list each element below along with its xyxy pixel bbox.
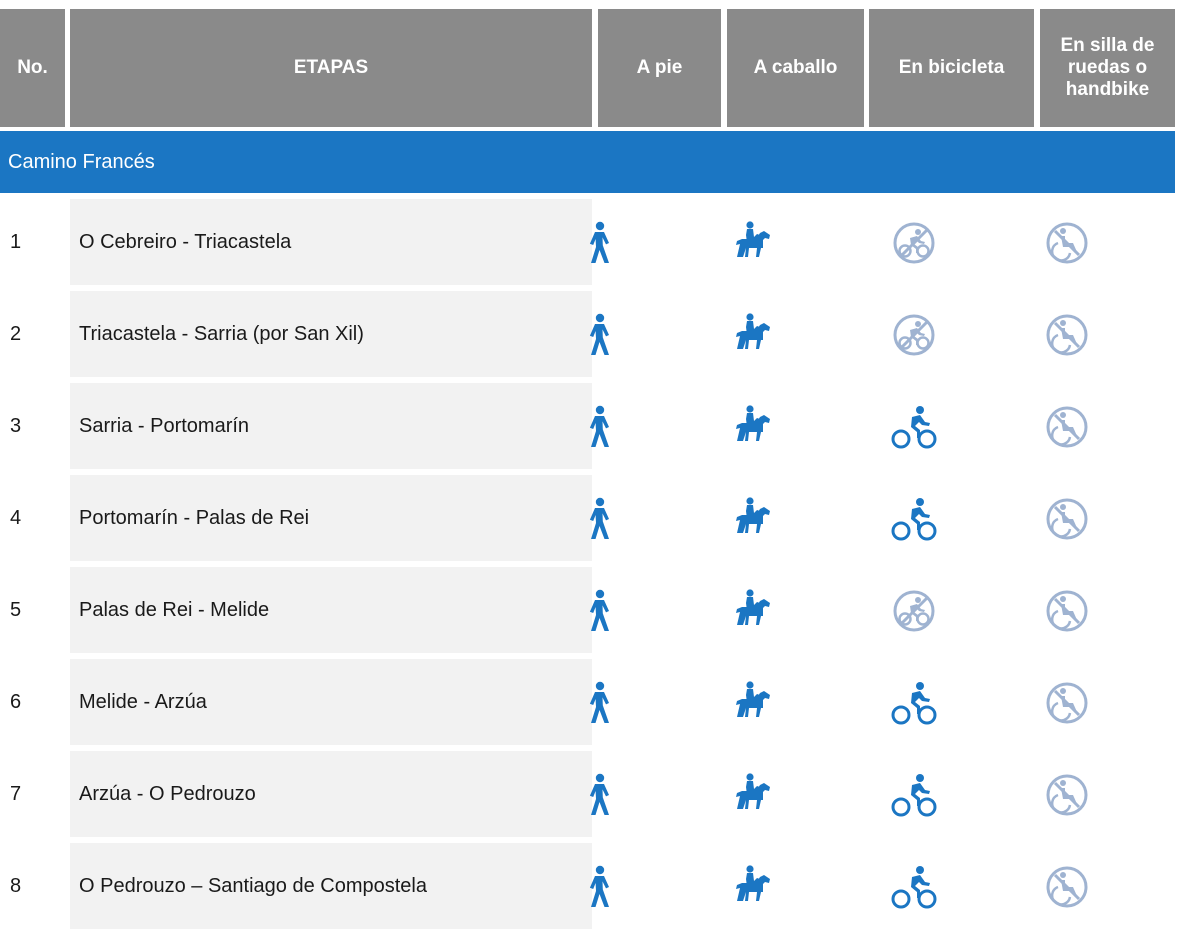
- horse-rider-icon: [728, 863, 776, 911]
- horse-rider-icon: [728, 495, 776, 543]
- no-wheelchair-icon: [1043, 863, 1091, 911]
- walking-person-icon: [574, 863, 622, 911]
- stage-name: O Pedrouzo – Santiago de Compostela: [70, 843, 592, 929]
- walking-person-icon: [574, 679, 622, 727]
- header-en-bicicleta: En bicicleta: [869, 9, 1034, 127]
- stage-number: 4: [10, 507, 22, 529]
- stage-number: 1: [10, 231, 22, 253]
- table-row: [0, 751, 1175, 837]
- no-cycling-icon: [890, 587, 938, 635]
- horse-rider-icon: [728, 311, 776, 359]
- no-wheelchair-icon: [1043, 771, 1091, 819]
- header-a-pie: A pie: [598, 9, 721, 127]
- stage-name: O Cebreiro - Triacastela: [70, 199, 592, 285]
- no-wheelchair-icon: [1043, 679, 1091, 727]
- header-en-silla: En silla de ruedas o handbike: [1040, 9, 1175, 127]
- stage-number: 7: [10, 783, 22, 805]
- header-no: No.: [0, 9, 65, 127]
- stage-name: Arzúa - O Pedrouzo: [70, 751, 592, 837]
- header-a-caballo: A caballo: [727, 9, 864, 127]
- walking-person-icon: [574, 219, 622, 267]
- no-wheelchair-icon: [1043, 587, 1091, 635]
- walking-person-icon: [574, 403, 622, 451]
- table-row: [0, 199, 1175, 285]
- cyclist-icon: [890, 679, 938, 727]
- no-wheelchair-icon: [1043, 495, 1091, 543]
- no-cycling-icon: [890, 219, 938, 267]
- stage-name: Palas de Rei - Melide: [70, 567, 592, 653]
- stage-number: 2: [10, 323, 22, 345]
- stage-name: Portomarín - Palas de Rei: [70, 475, 592, 561]
- stage-name: Melide - Arzúa: [70, 659, 592, 745]
- cyclist-icon: [890, 495, 938, 543]
- no-cycling-icon: [890, 311, 938, 359]
- section-camino-frances: Camino Francés: [0, 131, 1175, 193]
- no-wheelchair-icon: [1043, 403, 1091, 451]
- cyclist-icon: [890, 863, 938, 911]
- stage-name: Triacastela - Sarria (por San Xil): [70, 291, 592, 377]
- table-row: [0, 567, 1175, 653]
- horse-rider-icon: [728, 403, 776, 451]
- no-wheelchair-icon: [1043, 311, 1091, 359]
- stage-number: 6: [10, 691, 22, 713]
- stage-number: 5: [10, 599, 22, 621]
- stage-name: Sarria - Portomarín: [70, 383, 592, 469]
- table-row: [0, 475, 1175, 561]
- no-wheelchair-icon: [1043, 219, 1091, 267]
- horse-rider-icon: [728, 679, 776, 727]
- table-row: [0, 659, 1175, 745]
- horse-rider-icon: [728, 587, 776, 635]
- walking-person-icon: [574, 771, 622, 819]
- header-etapas: ETAPAS: [70, 9, 592, 127]
- walking-person-icon: [574, 495, 622, 543]
- walking-person-icon: [574, 587, 622, 635]
- table-row: [0, 383, 1175, 469]
- cyclist-icon: [890, 403, 938, 451]
- horse-rider-icon: [728, 771, 776, 819]
- walking-person-icon: [574, 311, 622, 359]
- table-row: [0, 843, 1175, 929]
- stage-number: 8: [10, 875, 22, 897]
- horse-rider-icon: [728, 219, 776, 267]
- table-row: [0, 291, 1175, 377]
- cyclist-icon: [890, 771, 938, 819]
- stage-number: 3: [10, 415, 22, 437]
